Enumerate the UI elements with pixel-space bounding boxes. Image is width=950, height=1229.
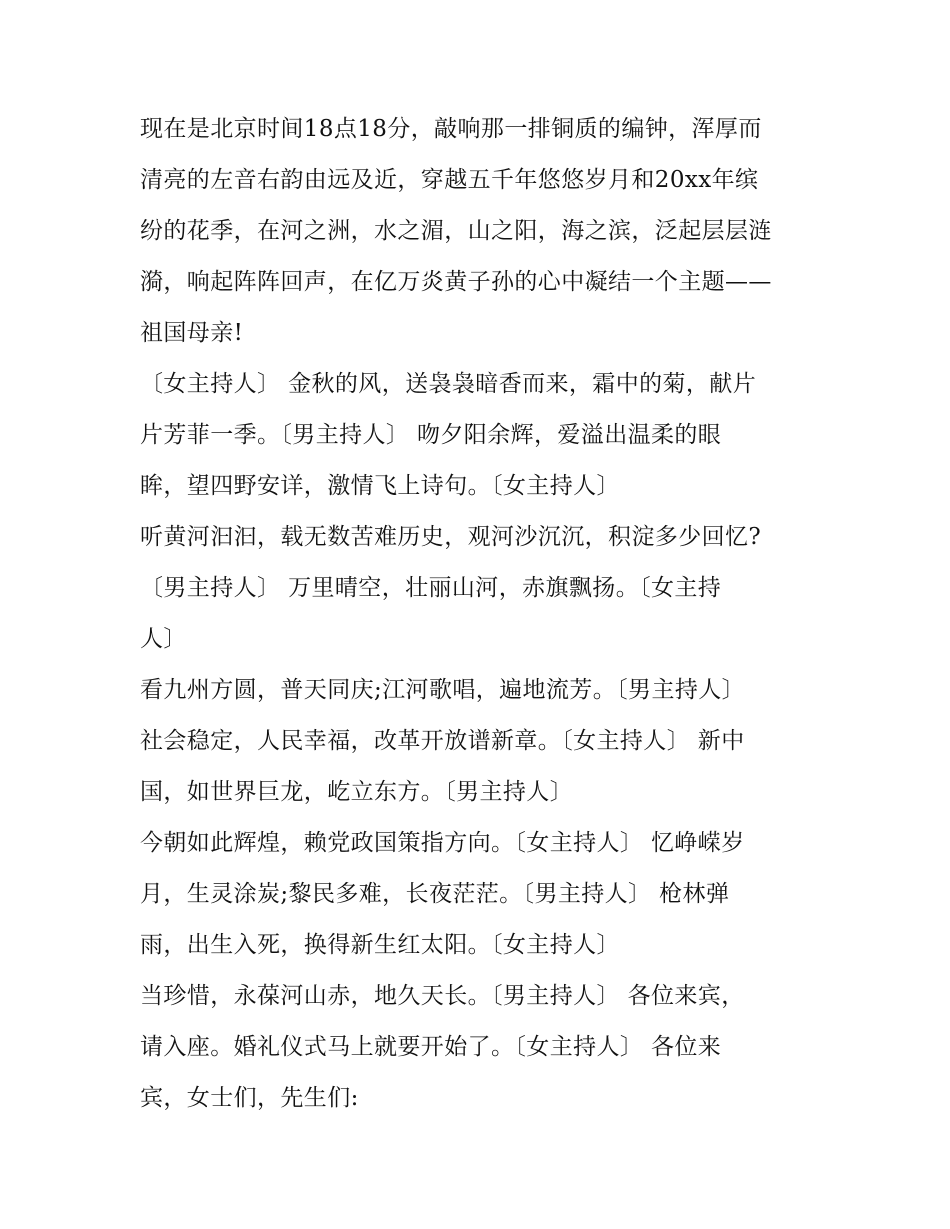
text-line: 眸，望四野安详，激情飞上诗句。〔女主持人〕 <box>140 473 620 499</box>
text-line: 现在是北京时间18点18分，敲响那一排铜质的编钟，浑厚而 <box>140 116 762 142</box>
body-text <box>140 104 830 1124</box>
text-line: 漪，响起阵阵回声，在亿万炎黄子孙的心中凝结一个主题—— <box>140 269 772 295</box>
text-line: 听黄河汩汩，载无数苦难历史，观河沙沉沉，积淀多少回忆? <box>140 524 762 550</box>
text-line: 〔女主持人〕 金秋的风，送袅袅暗香而来，霜中的菊，献片 <box>140 371 757 397</box>
text-line: 看九州方圆，普天同庆;江河歌唱，遍地流芳。〔男主持人〕 <box>140 677 746 703</box>
text-line: 请入座。婚礼仪式马上就要开始了。〔女主持人〕 各位来 <box>140 1034 722 1060</box>
text-line: 祖国母亲! <box>140 320 244 346</box>
text-line: 纷的花季，在河之洲，水之湄，山之阳，海之滨，泛起层层涟 <box>140 218 772 244</box>
text-line: 月，生灵涂炭;黎民多难，长夜茫茫。〔男主持人〕 枪林弹 <box>140 881 730 907</box>
text-line: 社会稳定，人民幸福，改革开放谱新章。〔女主持人〕 新中 <box>140 728 745 754</box>
text-line: 清亮的左音右韵由远及近，穿越五千年悠悠岁月和20xx年缤 <box>140 167 759 193</box>
text-line: 当珍惜，永葆河山赤，地久天长。〔男主持人〕 各位来宾， <box>140 983 745 1009</box>
text-line: 人〕 <box>140 626 187 652</box>
text-line: 雨，出生入死，换得新生红太阳。〔女主持人〕 <box>140 932 620 958</box>
text-line: 国，如世界巨龙，屹立东方。〔男主持人〕 <box>140 779 574 805</box>
text-line: 〔男主持人〕 万里晴空，壮丽山河，赤旗飘扬。〔女主持 <box>140 575 722 601</box>
text-line: 宾，女士们，先生们: <box>140 1085 359 1111</box>
text-line: 今朝如此辉煌，赖党政国策指方向。〔女主持人〕 忆峥嵘岁 <box>140 830 745 856</box>
text-line: 片芳菲一季。〔男主持人〕 吻夕阳余辉，爱溢出温柔的眼 <box>140 422 722 448</box>
